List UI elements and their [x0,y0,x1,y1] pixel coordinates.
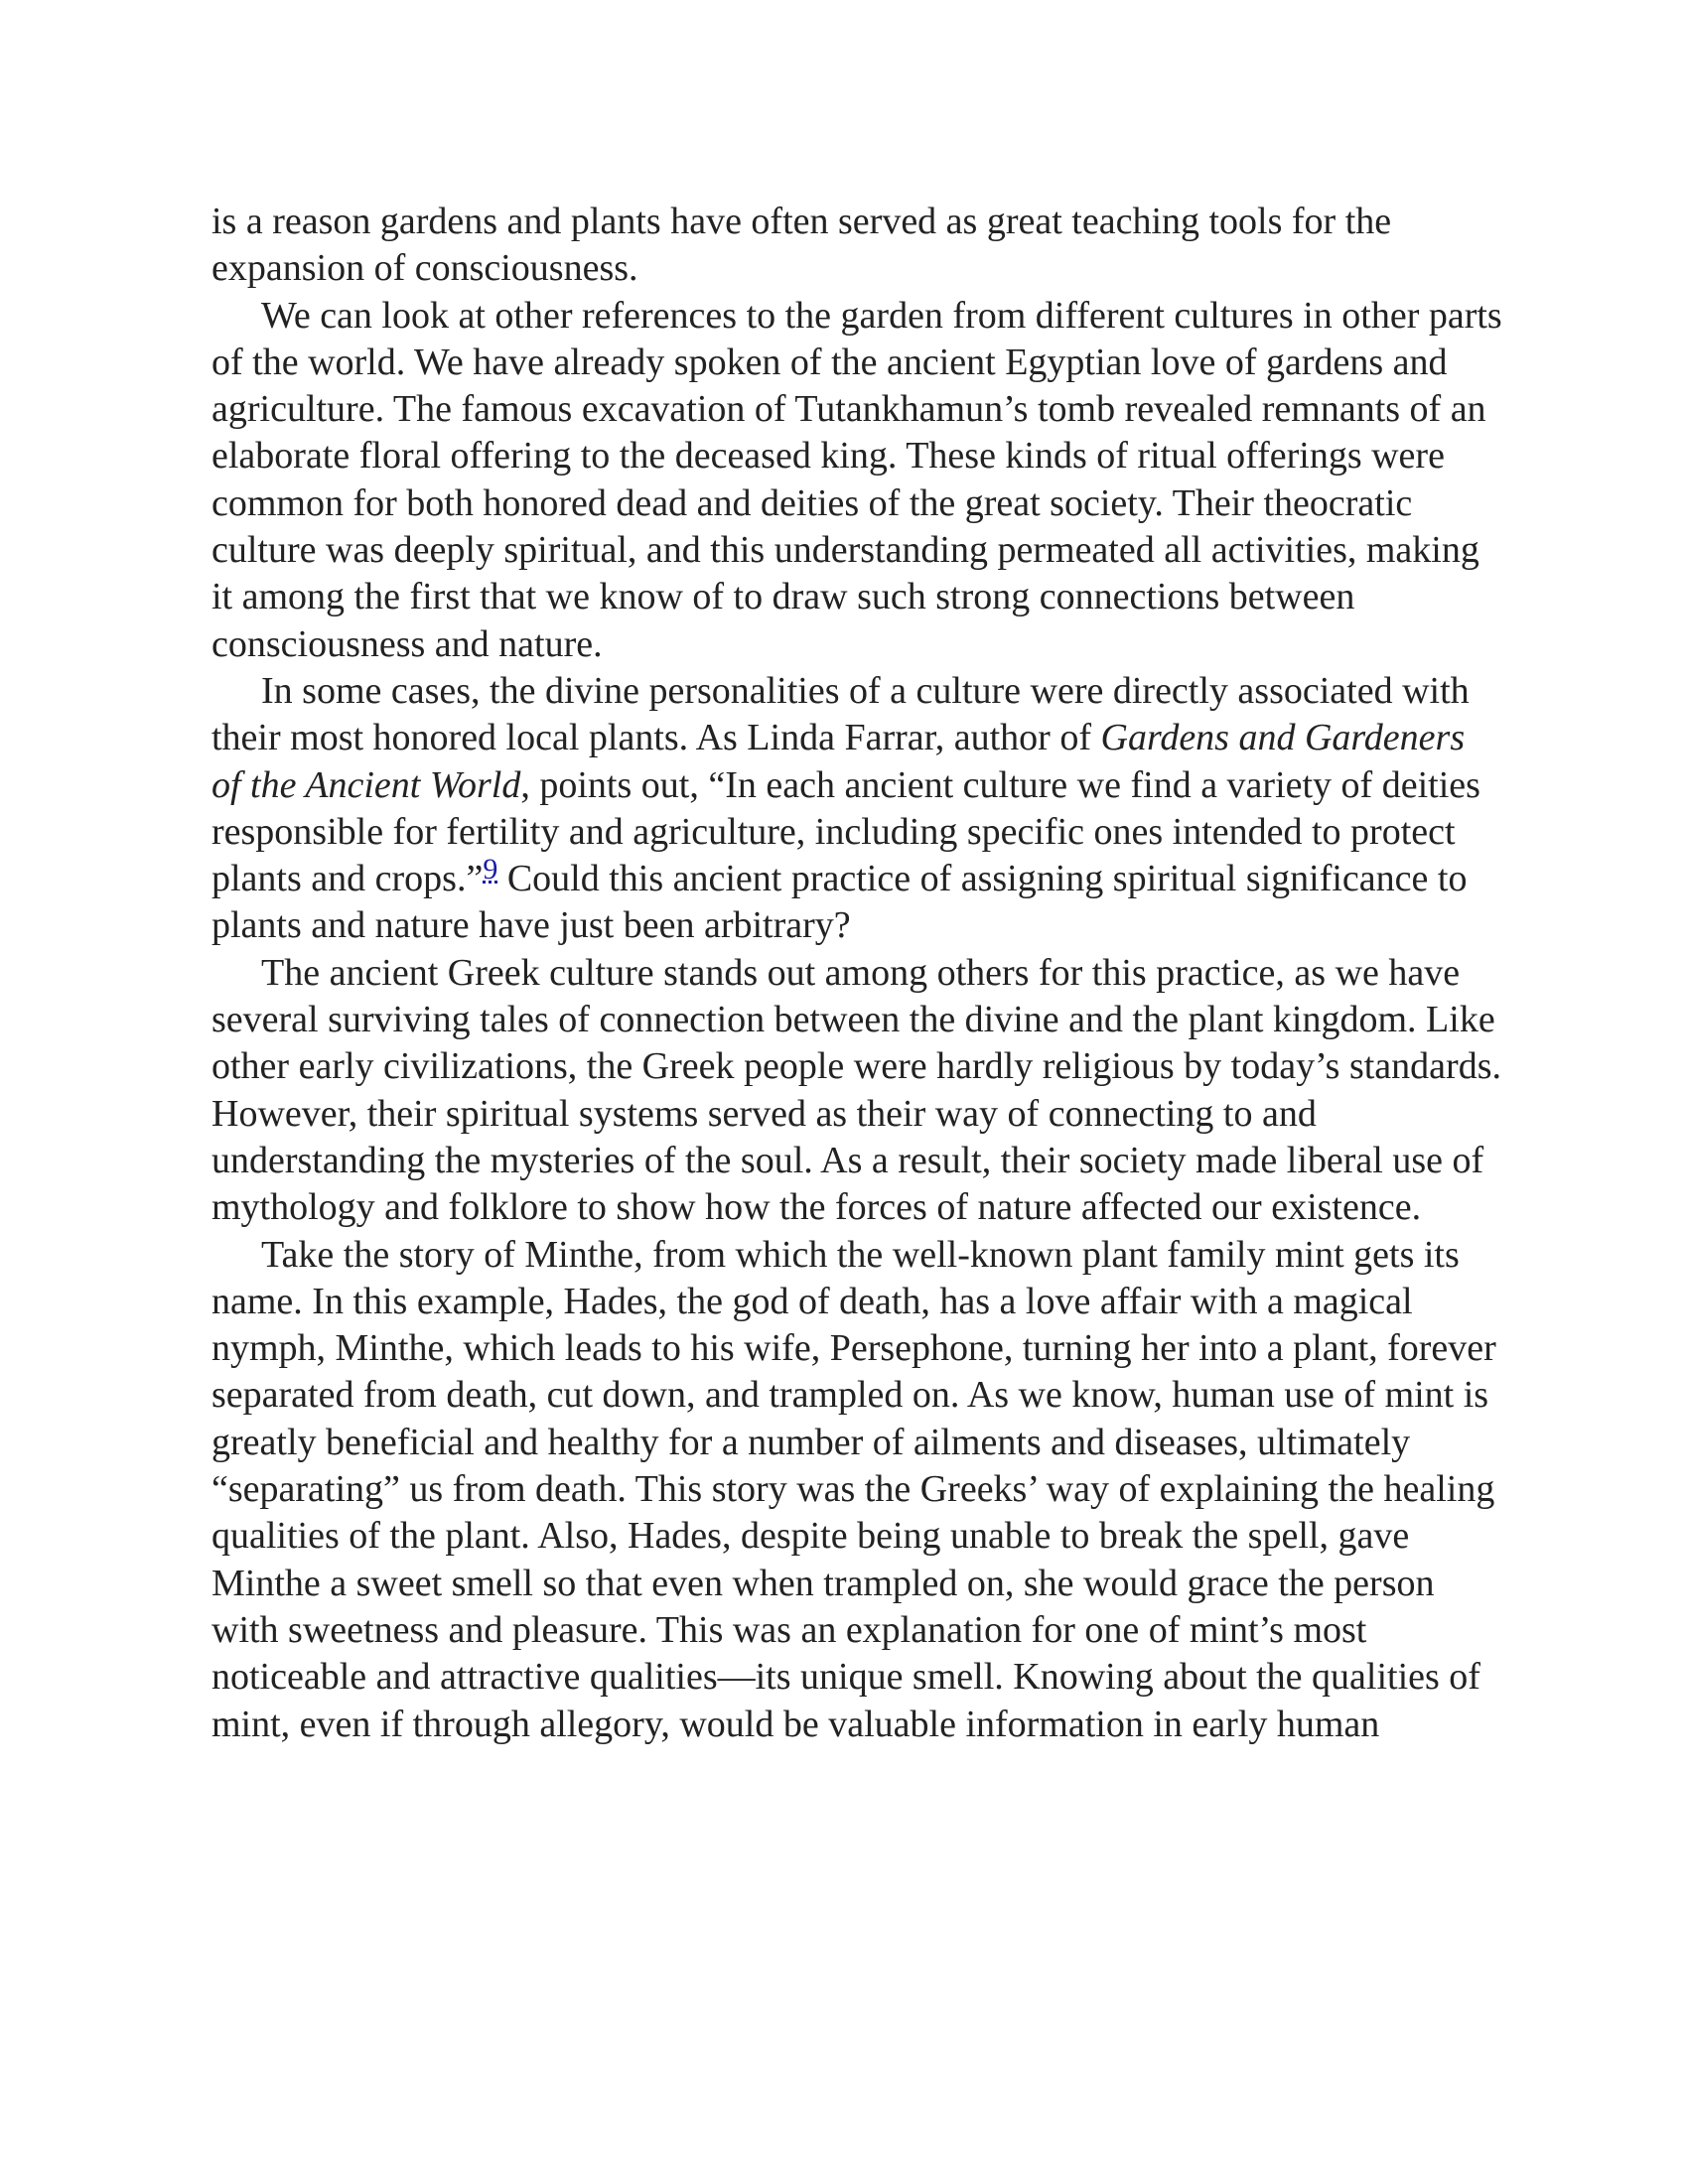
paragraph-egyptian-gardens: We can look at other references to the garden from different cultures in other parts of the world. We have already spoken of the ancient Egyptian love of gardens and agriculture. The famous excavation of Tutankhamun’s tomb revealed remnants of an elaborate floral offering to the deceased king. These kinds of ritual offerings were common for both honored dead and deities of the great society. Their theocratic culture was deeply spiritual, and this understanding permeated all activities, making it among the first that we know of to draw such strong connections between consciousness and nature. [211,294,1502,665]
paragraph-continued: is a reason gardens and plants have often served as great teaching tools for the expansion of consciousness. [211,201,1392,290]
page-body [211,199,1502,1748]
paragraph-minthe-story: Take the story of Minthe, from which the well-known plant family mint gets its name. In this example, Hades, the god of death, has a love affair with a magical nymph, Minthe, which leads to his wife, Persephone, turning her into a plant, forever separated from death, cut down, and trampled on. As we know, human use of mint is greatly beneficial and healthy for a number of ailments and diseases, ultimately “separating” us from death. This story was the Greeks’ way of explaining the healing qualities of the plant. Also, Hades, despite being unable to break the spell, gave Minthe a sweet smell so that even when trampled on, she would grace the person with sweetness and pleasure. This was an explanation for one of mint’s most noticeable and attractive qualities—its unique smell. Knowing about the qualities of mint, even if through allegory, would be valuable information in early human [211,1233,1496,1745]
book-title: Gardens and Gardeners of the Ancient World [211,717,1466,806]
paragraph-text: Could this ancient practice of assigning spiritual significance to plants and nature have just been arbitrary? [211,858,1468,947]
paragraph-divine-plants [211,668,1502,950]
footnote-link[interactable]: 9 [483,853,498,887]
paragraph-greek-culture: The ancient Greek culture stands out among others for this practice, as we have several surviving tales of connection between the divine and the plant kingdom. Like other early civilizations, the Greek people were hardly religious by today’s standards. However, their spiritual systems served as their way of connecting to and understanding the mysteries of the soul. As a result, their society made liberal use of mythology and folklore to show how the forces of nature affected our existence. [211,951,1501,1229]
paragraph-text: In some cases, the divine personalities of a culture were directly associated with their most honored local plants. As Linda Farrar, author of [211,669,1470,759]
paragraph-text: , points out, “In each ancient culture we find a variety of deities responsible for fertility and agriculture, including specific ones intended to protect plants and crops.” [211,763,1480,900]
